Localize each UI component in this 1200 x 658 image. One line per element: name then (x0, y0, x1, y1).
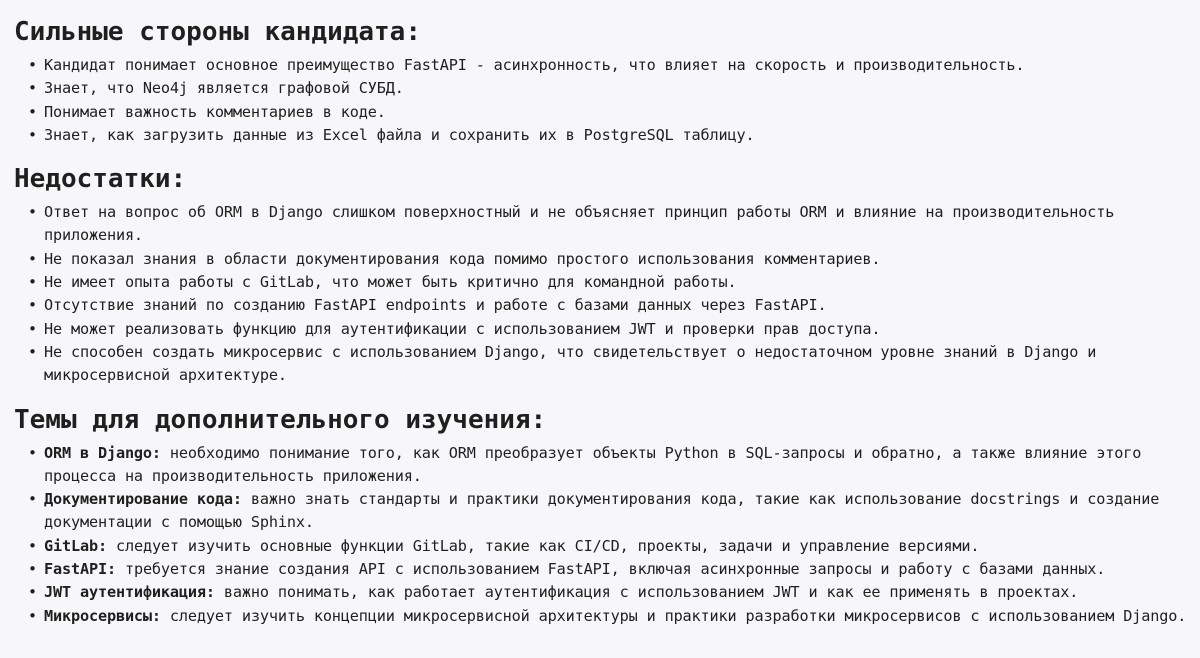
list-item (28, 535, 1190, 558)
topic-description: важно понимать, как работает аутентификация с использованием JWT и как ее применять в проектах. (223, 583, 1079, 602)
list-item (28, 271, 1190, 294)
bullet-icon: • (28, 296, 37, 315)
list-item-text: Не способен создать микросервис с использованием Django, что свидетельствует о недостаточном уровне знаний в Django и микросервисной архитектуре. (44, 342, 1097, 385)
bottom-fade (0, 636, 1200, 658)
bullet-icon: • (28, 443, 37, 462)
bullet-icon: • (28, 560, 37, 579)
list-item-text: Ответ на вопрос об ORM в Django слишком поверхностный и не объясняет принцип работы ORM и влияние на производительность приложения. (44, 203, 1115, 245)
bullet-icon: • (28, 273, 37, 292)
list-item (28, 341, 1190, 388)
bullet-icon: • (28, 249, 37, 268)
list-item (28, 77, 1190, 100)
topic-description: важно знать стандарты и практики документирования кода, такие как использование docstrings и создание документации с помощью Sphinx. (44, 490, 1160, 532)
topic-description: следует изучить концепции микросервисной архитектуры и практики разработки микросервисов с использованием Django. (169, 606, 1187, 625)
topic-term: JWT аутентификация: (44, 583, 215, 602)
topic-term: GitLab: (44, 536, 107, 555)
list-item (28, 101, 1190, 124)
topics-list (14, 442, 1190, 628)
topic-term: Микросервисы: (44, 606, 161, 625)
bullet-icon: • (28, 583, 37, 602)
bullet-icon: • (28, 79, 37, 98)
list-item (28, 558, 1190, 581)
topic-description: следует изучить основные функции GitLab, такие как CI/CD, проекты, задачи и управление версиями. (115, 536, 980, 555)
bullet-icon: • (28, 56, 37, 74)
topic-description: необходимо понимание того, как ORM преобразует объекты Python в SQL-запросы и обратно, а также влияние этого процесса на производительность приложения. (44, 443, 1142, 485)
list-item (28, 488, 1190, 535)
weaknesses-list (14, 201, 1190, 387)
bullet-icon: • (28, 102, 37, 121)
topic-term: ORM в Django: (44, 443, 161, 462)
list-item (28, 124, 1190, 147)
list-item (28, 54, 1190, 77)
list-item-text: Не показал знания в области документирования кода помимо простого использования комментариев. (44, 249, 881, 268)
list-item-text: Знает, как загрузить данные из Excel файла и сохранить их в PostgreSQL таблицу. (44, 125, 755, 144)
list-item (28, 318, 1190, 341)
topic-term: Документирование кода: (44, 490, 242, 509)
document-body (14, 0, 1190, 628)
topic-description: требуется знание создания API с использованием FastAPI, включая асинхронные запросы и работу с базами данных. (124, 560, 1106, 579)
list-item (28, 581, 1190, 604)
list-item-text: Понимает важность комментариев в коде. (44, 102, 386, 121)
list-item-text: Кандидат понимает основное преимущество FastAPI - асинхронность, что влияет на скорость и производительность. (44, 56, 1025, 74)
topic-term: FastAPI: (44, 560, 116, 579)
list-item-text: Не может реализовать функцию для аутентификации с использованием JWT и проверки прав доступа. (44, 319, 881, 338)
bullet-icon: • (28, 125, 37, 144)
bullet-icon: • (28, 203, 37, 222)
bullet-icon: • (28, 342, 37, 361)
section-heading-weaknesses: Недостатки: (14, 164, 187, 195)
bullet-icon: • (28, 490, 37, 509)
list-item-text: Знает, что Neo4j является графовой СУБД. (44, 79, 404, 98)
bullet-icon: • (28, 536, 37, 555)
list-item (28, 294, 1190, 317)
list-item (28, 605, 1190, 628)
bullet-icon: • (28, 319, 37, 338)
strengths-list (14, 54, 1190, 147)
list-item-text: Отсутствие знаний по созданию FastAPI endpoints и работе с базами данных через FastAPI. (44, 296, 827, 315)
section-heading-strengths: Сильные стороны кандидата: (14, 17, 421, 47)
list-item (28, 201, 1190, 248)
list-item (28, 442, 1190, 489)
list-item-text: Не имеет опыта работы с GitLab, что может быть критично для командной работы. (44, 273, 737, 292)
bullet-icon: • (28, 606, 37, 625)
section-heading-topics: Темы для дополнительного изучения: (14, 404, 547, 435)
list-item (28, 248, 1190, 271)
